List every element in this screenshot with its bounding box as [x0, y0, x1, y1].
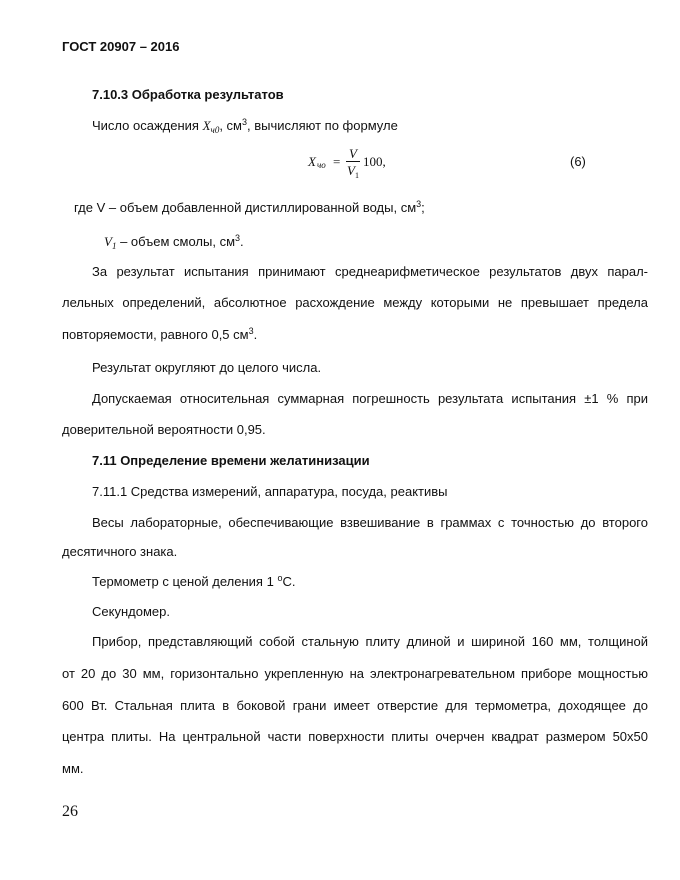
formula-factor: 100, — [363, 154, 386, 169]
page-number: 26 — [62, 803, 78, 820]
superscript: 3 — [235, 233, 241, 243]
paragraph-result-line — [62, 327, 257, 342]
text-run: С. — [282, 574, 296, 589]
denominator-subscript: 1 — [354, 171, 359, 180]
text-run: Термометр с ценой деления 1 — [92, 574, 278, 589]
paragraph-device-line: центра плиты. На центральной части поверхности плиты очерчен квадрат размером 50х50 — [62, 729, 648, 744]
paragraph-scales-line: десятичного знака. — [62, 544, 178, 559]
text-run: . — [240, 234, 244, 249]
text-run: повторяемости, равного 0,5 см — [62, 327, 249, 342]
where-v — [74, 200, 425, 215]
superscript: 3 — [242, 117, 248, 127]
text-run: где V – объем добавленной дистиллированной воды, см — [74, 200, 417, 215]
text-run: Число осаждения — [92, 118, 203, 133]
variable-x: X — [202, 118, 211, 133]
formula-numerator: V — [349, 146, 357, 161]
denominator-var: V — [347, 163, 355, 178]
section-heading-7-10-3: 7.10.3 Обработка результатов — [92, 87, 284, 102]
formula-fraction — [346, 146, 360, 180]
text-run: , см — [219, 118, 242, 133]
where-v1 — [104, 234, 244, 250]
paragraph-rounding: Результат округляют до целого числа. — [92, 360, 322, 375]
text-run: ; — [421, 200, 425, 215]
superscript: 3 — [416, 199, 422, 209]
paragraph-device-line: от 20 до 30 мм, горизонтально укрепленную на электронагревательном приборе мощностью — [62, 666, 648, 681]
formula-denominator — [346, 162, 360, 180]
variable-subscript: ч0 — [210, 125, 220, 135]
section-heading-7-11: 7.11 Определение времени желатинизации — [92, 453, 370, 468]
formula-lhs-subscript: чо — [317, 160, 326, 170]
superscript: 3 — [248, 326, 254, 336]
paragraph-thermometer — [92, 574, 295, 589]
paragraph-device-line: Прибор, представляющий собой стальную плиту длиной и шириной 160 мм, толщиной — [92, 634, 648, 649]
formula-6 — [308, 146, 398, 182]
variable-v1: V — [104, 234, 112, 249]
paragraph-result-line: лельных определений, абсолютное расхождение между которыми не превышает предела — [62, 295, 648, 310]
text-run: , вычисляют по формуле — [247, 118, 398, 133]
document-header: ГОСТ 20907 – 2016 — [62, 39, 180, 54]
degree-superscript: о — [277, 573, 283, 583]
variable-subscript: 1 — [111, 241, 117, 251]
paragraph-error-line: доверительной вероятности 0,95. — [62, 422, 266, 437]
paragraph-device-line: 600 Вт. Стальная плита в боковой грани имеет отверстие для термометра, доходящее до — [62, 698, 648, 713]
formula-lhs: X — [308, 154, 316, 169]
subsection-7-11-1: 7.11.1 Средства измерений, аппаратура, посуда, реактивы — [92, 484, 448, 499]
text-run: – объем смолы, см — [116, 234, 236, 249]
formula-equals: = — [333, 154, 341, 169]
text-run: . — [253, 327, 258, 342]
paragraph-intro — [92, 118, 398, 134]
paragraph-stopwatch: Секундомер. — [92, 604, 170, 619]
paragraph-result-line: За результат испытания принимают среднеарифметическое результатов двух парал- — [92, 264, 648, 279]
paragraph-scales-line: Весы лабораторные, обеспечивающие взвешивание в граммах с точностью до второго — [92, 515, 648, 530]
paragraph-device-line: мм. — [62, 761, 84, 776]
paragraph-error-line: Допускаемая относительная суммарная погрешность результата испытания ±1 % при — [92, 391, 648, 406]
formula-number: (6) — [570, 154, 586, 169]
